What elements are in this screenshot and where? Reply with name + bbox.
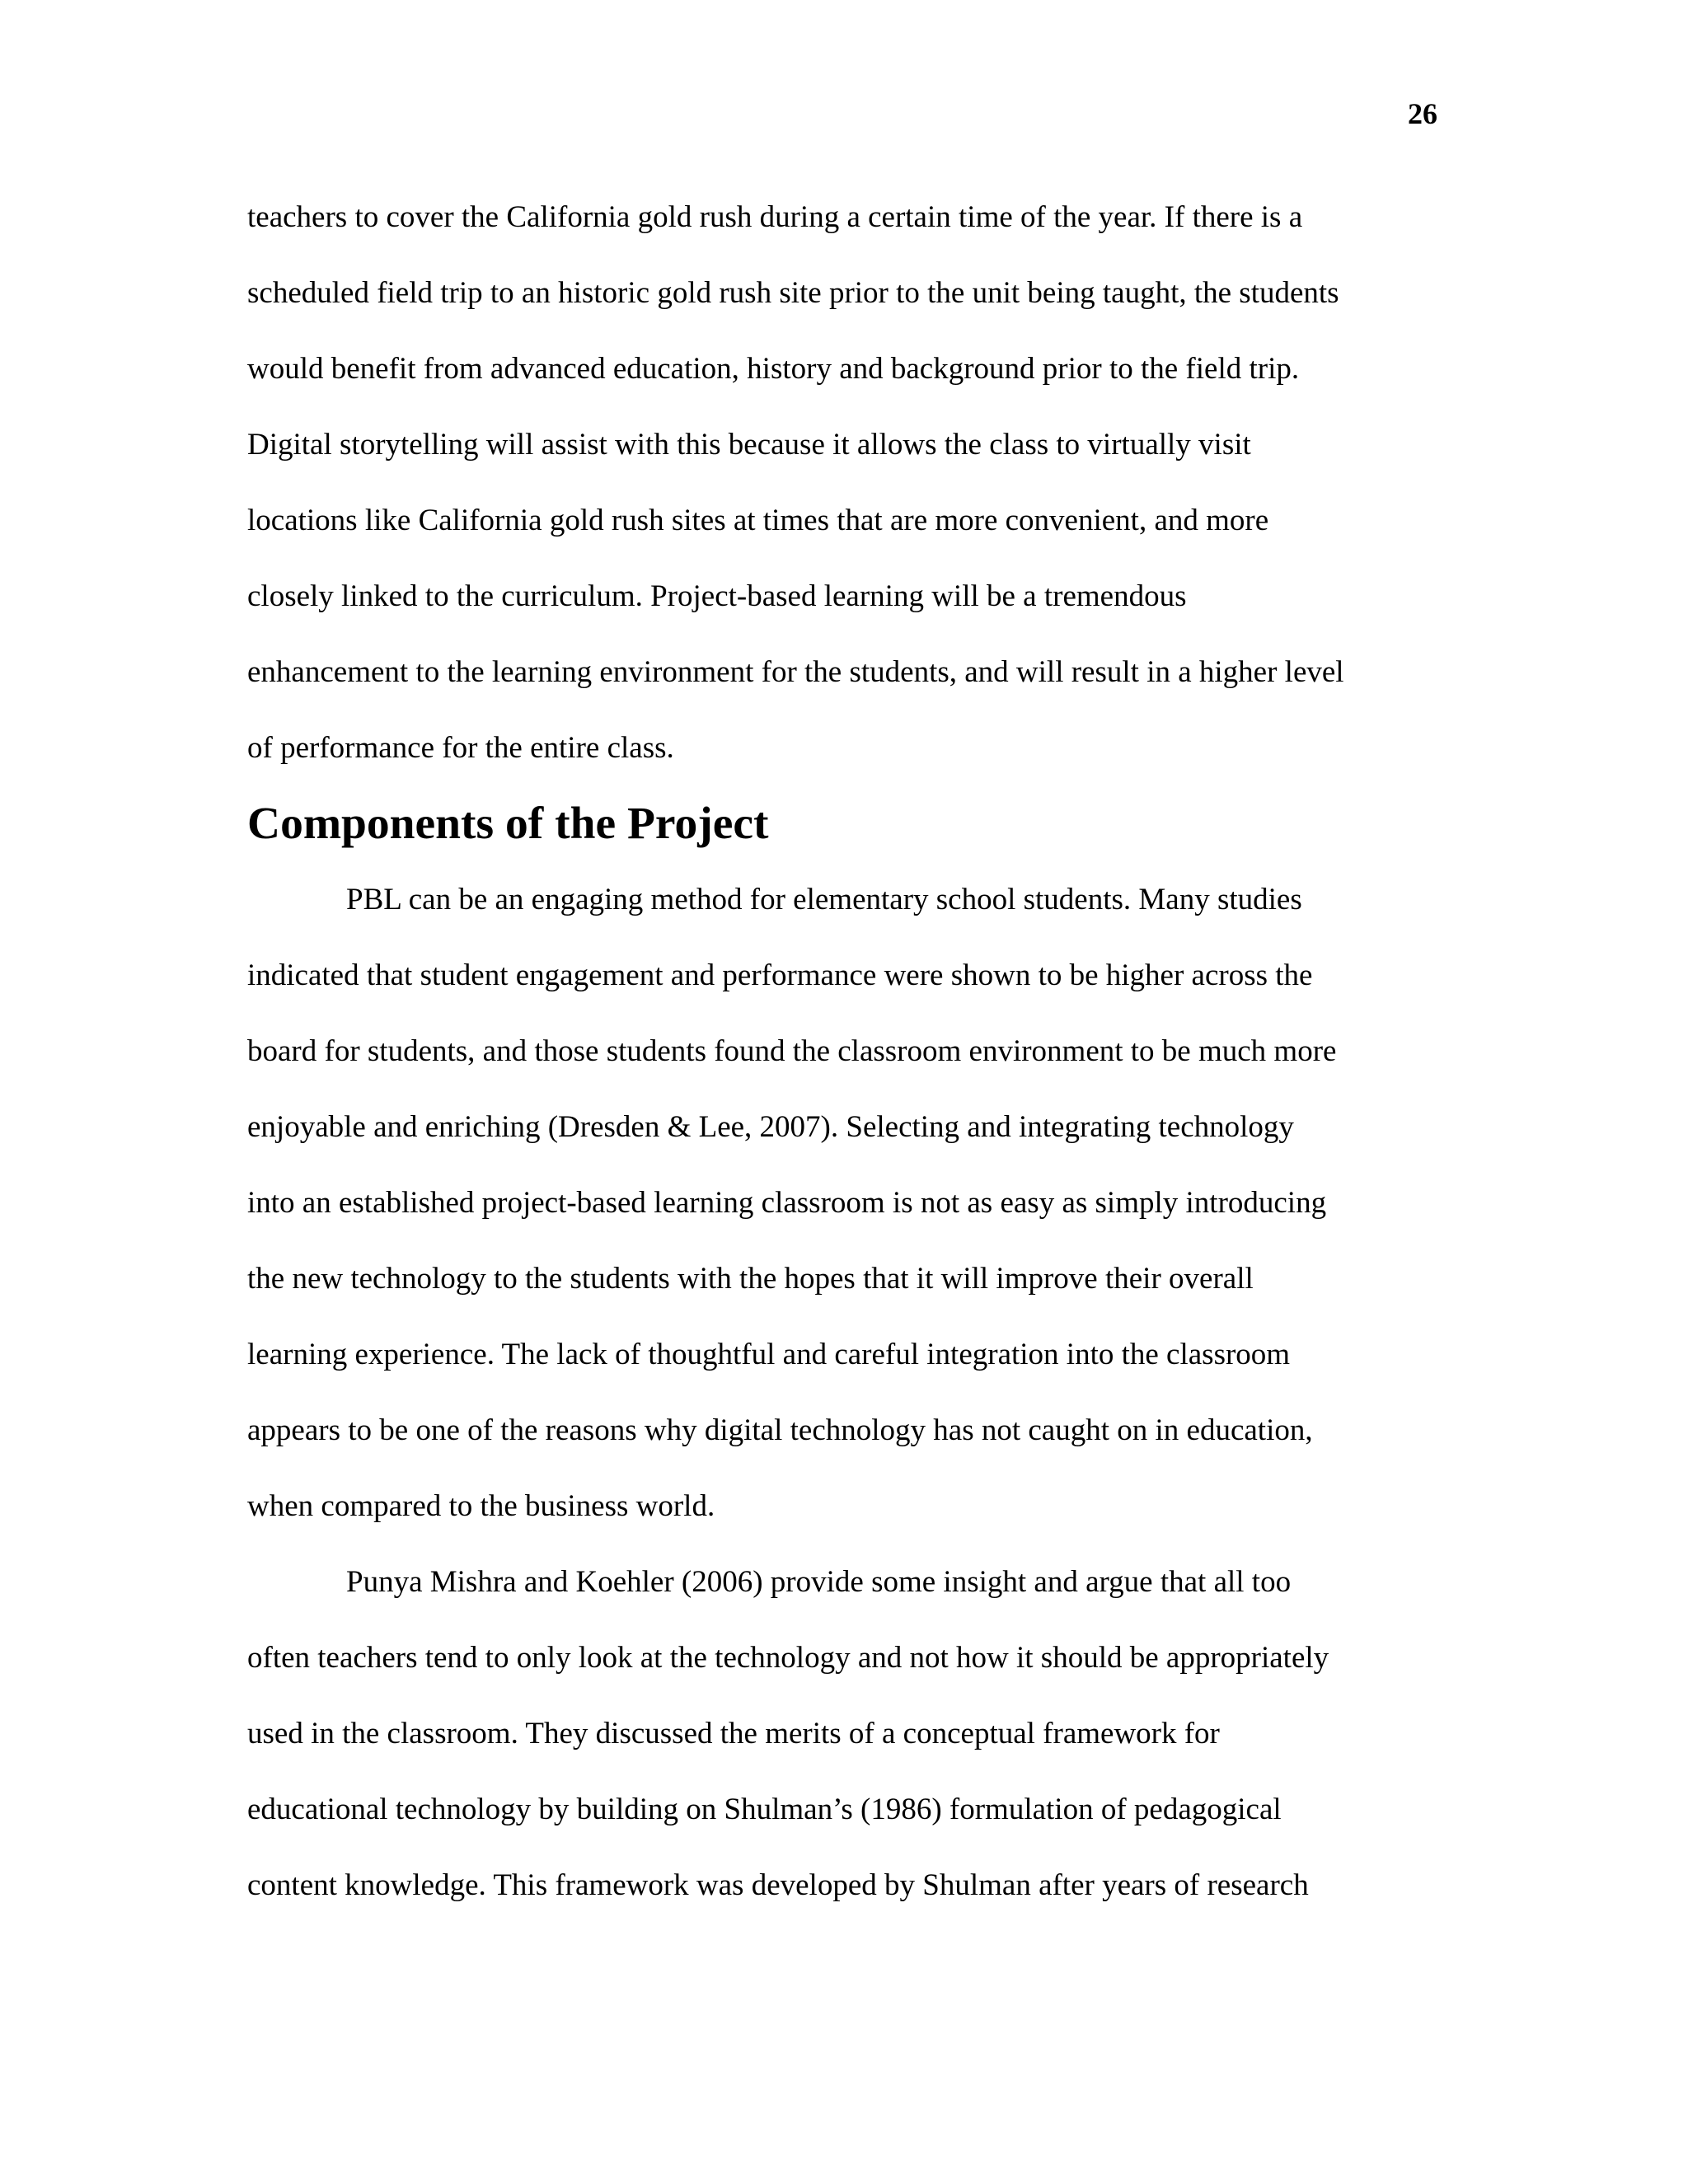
text-line: content knowledge. This framework was developed by Shulman after years of research xyxy=(247,1868,1309,1902)
text-line: enhancement to the learning environment for the students, and will result in a higher level xyxy=(247,655,1344,689)
text-line: teachers to cover the California gold rush during a certain time of the year. If there is a xyxy=(247,200,1303,234)
text-line: when compared to the business world. xyxy=(247,1489,715,1523)
text-line: often teachers tend to only look at the technology and not how it should be appropriately xyxy=(247,1641,1329,1675)
text-line: scheduled field trip to an historic gold rush site prior to the unit being taught, the students xyxy=(247,276,1339,310)
text-line: PBL can be an engaging method for elementary school students. Many studies xyxy=(346,883,1302,916)
paragraph xyxy=(247,194,1442,801)
text-line: would benefit from advanced education, history and background prior to the field trip. xyxy=(247,352,1300,386)
text-line: board for students, and those students found the classroom environment to be much more xyxy=(247,1034,1337,1068)
paragraph xyxy=(247,1559,1442,1938)
text-line: used in the classroom. They discussed the merits of a conceptual framework for xyxy=(247,1717,1220,1750)
section-heading: Components of the Project xyxy=(247,799,769,849)
text-line: Punya Mishra and Koehler (2006) provide some insight and argue that all too xyxy=(346,1565,1292,1599)
text-line: into an established project-based learning classroom is not as easy as simply introducing xyxy=(247,1186,1327,1220)
text-line: enjoyable and enriching (Dresden & Lee, 2007). Selecting and integrating technology xyxy=(247,1110,1294,1144)
paragraph xyxy=(247,877,1442,1559)
text-line: of performance for the entire class. xyxy=(247,731,674,765)
text-line: closely linked to the curriculum. Project-based learning will be a tremendous xyxy=(247,579,1187,613)
text-line: educational technology by building on Shulman’s (1986) formulation of pedagogical xyxy=(247,1793,1282,1826)
text-line: locations like California gold rush sites at times that are more convenient, and more xyxy=(247,504,1269,537)
text-line: indicated that student engagement and performance were shown to be higher across the xyxy=(247,958,1313,992)
text-line: the new technology to the students with the hopes that it will improve their overall xyxy=(247,1262,1254,1296)
document-body xyxy=(247,194,1442,1938)
text-line: appears to be one of the reasons why digital technology has not caught on in education, xyxy=(247,1413,1313,1447)
text-line: learning experience. The lack of thoughtful and careful integration into the classroom xyxy=(247,1338,1291,1371)
text-line: Digital storytelling will assist with this because it allows the class to virtually visit xyxy=(247,428,1251,462)
page-number: 26 xyxy=(1408,97,1437,130)
